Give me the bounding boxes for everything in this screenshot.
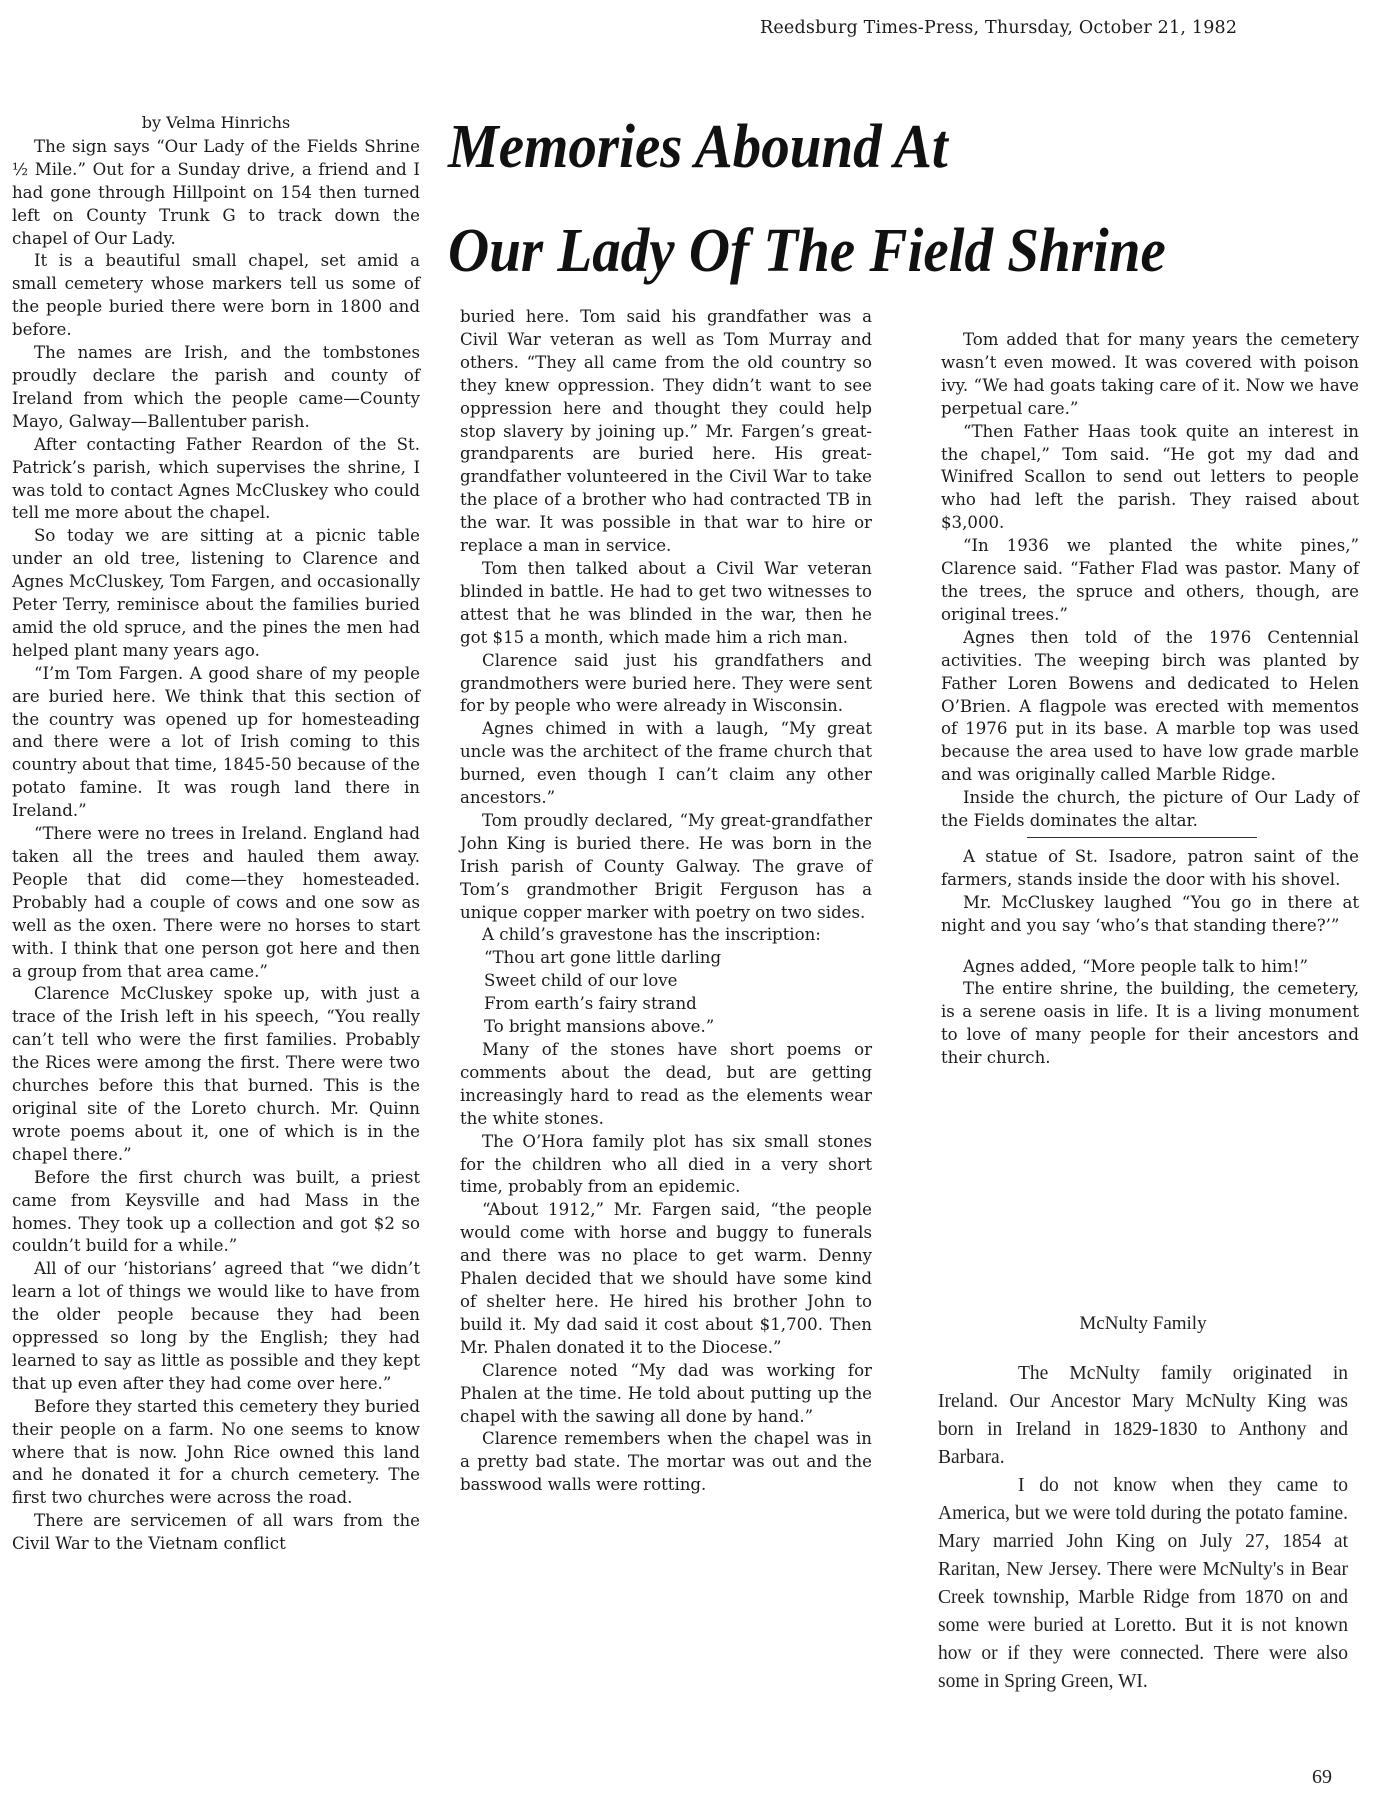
paragraph: “Then Father Haas took quite an interest in the chapel,” Tom said. “He got my dad and Winifred Scallon to send out letters to people who had left the parish. They raised about $3,000. — [941, 421, 1359, 533]
paragraph: Agnes then told of the 1976 Centennial activities. The weeping birch was planted by Father Loren Bowens and dedicated to Helen O’Brien. A flagpole was erected with mementos of 1976 put in its base. A marble top was used because the area used to have low grade marble and was originally called Marble Ridge. — [941, 627, 1359, 785]
paragraph: “In 1936 we planted the white pines,” Clarence said. “Father Flad was pastor. Many of the trees, the spruce and others, though, are original trees.” — [941, 536, 1359, 624]
paragraph: The McNulty family originated in Ireland. Our Ancestor Mary McNulty King was born in Ireland in 1829-1830 to Anthony and Barbara. — [938, 1363, 1348, 1468]
paragraph: Tom then talked about a Civil War veteran blinded in battle. He had to get two witnesses to attest that he was blinded in the war, then he got $15 a month, which made him a rich man. — [460, 558, 872, 647]
gravestone-poem — [460, 947, 872, 1039]
section-title: McNulty Family — [1079, 1313, 1207, 1334]
paragraph: I do not know when they came to America, but we were told during the potato famine. Mary married John King on July 27, 1854 at Raritan, New Jersey. There were McNulty's in Bear Creek township, Marble Ridge from 1870 on and some were buried at Loretto. But it is not known how or if they were connected. There were also some in Spring Green, WI. — [938, 1475, 1348, 1692]
paragraph: Clarence noted “My dad was working for Phalen at the time. He told about putting up the chapel with the sawing all done by hand.” — [460, 1360, 872, 1426]
paragraph: Before they started this cemetery they buried their people on a farm. No one seems to know where that is now. John Rice owned this land and he donated it for a church cemetery. The first two churches were across the road. — [12, 1396, 420, 1508]
paragraph-continued: buried here. Tom said his grandfather was a Civil War veteran as well as Tom Murray and others. “They all came from the old country so they knew oppression. They didn’t want to see oppression here and thought they could help stop slavery by joining up.” Mr. Fargen’s great-grandparents are buried here. His great-grandfather volunteered in the Civil War to take the place of a brother who had contracted TB in the war. It was possible in that war to hire or replace a man in service. — [460, 307, 872, 556]
paragraph: “I’m Tom Fargen. A good share of my people are buried here. We think that this section of the country was opened up for homesteading and there were a lot of Irish coming to this country about that time, 1845-50 because of the potato famine. It was rough land there in Ireland.” — [12, 663, 420, 821]
paragraph: Tom added that for many years the cemetery wasn’t even mowed. It was covered with poison ivy. “We had goats taking care of it. Now we have perpetual care.” — [941, 330, 1359, 418]
paragraph: Before the first church was built, a priest came from Keysville and had Mass in the homes. They took up a collection and got $2 so couldn’t build for a while.” — [12, 1167, 420, 1256]
paragraph: Inside the church, the picture of Our Lady of the Fields dominates the altar. — [941, 788, 1359, 831]
paragraph: The entire shrine, the building, the cemetery, is a serene oasis in life. It is a living monument to love of many people for their ancestors and their church. — [941, 979, 1359, 1068]
article-column-1 — [12, 112, 420, 1556]
paragraph: A child’s gravestone has the inscription: — [482, 925, 821, 945]
paragraph: Tom proudly declared, “My great-grandfather John King is buried there. He was born in the Irish parish of County Galway. The grave of Tom’s grandmother Brigit Ferguson has a unique copper marker with poetry on two sides. — [460, 810, 872, 922]
paragraph: Clarence McCluskey spoke up, with just a trace of the Irish left in his speech, “You really can’t tell who were the first families. Probably the Rices were among the first. There were two churches before this that burned. This is the original site of the Loreto church. Mr. Quinn wrote poems about it, one of which is in the chapel there.” — [12, 984, 420, 1164]
poem-line: To bright mansions above.” — [484, 1017, 715, 1037]
paragraph: There are servicemen of all wars from the Civil War to the Vietnam conflict — [12, 1511, 420, 1554]
page-number: 69 — [1312, 1766, 1332, 1788]
paragraph: Agnes added, “More people talk to him!” — [963, 956, 1308, 976]
paragraph: A statue of St. Isadore, patron saint of the farmers, stands inside the door with his shovel. — [941, 846, 1359, 889]
paragraph: Mr. McCluskey laughed “You go in there at night and you say ‘who’s that standing there?’” — [941, 892, 1359, 935]
paragraph: All of our ‘historians’ agreed that “we didn’t learn a lot of things we would like to have from the older people because they had been oppressed so long by the English; they had learned to say as little as possible and they kept that up even after they had come over here.” — [12, 1259, 420, 1393]
article-column-3 — [941, 329, 1359, 1070]
paragraph: “About 1912,” Mr. Fargen said, “the people would come with horse and buggy to funerals and there was no place to get warm. Denny Phalen decided that we should have some kind of shelter here. He hired his brother John to build it. My dad said it cost about $1,700. Then Mr. Phalen donated it to the Diocese.” — [460, 1200, 872, 1357]
article-headline — [448, 110, 1388, 288]
paragraph: It is a beautiful small chapel, set amid a small cemetery whose markers tell us some of the people buried there were born in 1800 and before. — [12, 251, 420, 340]
paragraph: “There were no trees in Ireland. England had taken all the trees and hauled them away. People that did come—they homesteaded. Probably had a couple of cows and one sow as well as the oxen. There were no horses to start with. I think that one person got here and then a group from that area came.” — [12, 824, 420, 981]
paragraph: The O’Hora family plot has six small stones for the children who all died in a very short time, probably from an epidemic. — [460, 1131, 872, 1197]
poem-line: “Thou art gone little darling — [484, 948, 722, 968]
headline-line-1: Memories Abound At — [448, 113, 948, 181]
spacer — [941, 938, 1359, 956]
paragraph: Clarence said just his grandfathers and grandmothers were buried here. They were sent for by people who were already in Wisconsin. — [460, 650, 872, 716]
poem-line: Sweet child of our love — [484, 971, 678, 991]
paragraph: So today we are sitting at a picnic table under an old tree, listening to Clarence and Agnes McCluskey, Tom Fargen, and occasionally Peter Terry, reminisce about the families buried amid the old spruce, and the pines the men had helped plant many years ago. — [12, 526, 420, 660]
paragraph: The sign says “Our Lady of the Fields Shrine ½ Mile.” Out for a Sunday drive, a friend and I had gone through Hillpoint on 154 then turned left on County Trunk G to track down the chapel of Our Lady. — [12, 136, 420, 248]
paragraph: Many of the stones have short poems or comments about the dead, but are getting increasingly hard to read as the elements wear the white stones. — [460, 1040, 872, 1128]
poem-line: From earth’s fairy strand — [484, 994, 697, 1014]
section-divider — [1027, 837, 1257, 838]
newspaper-masthead: Reedsburg Times-Press, Thursday, October 21, 1982 — [760, 18, 1238, 38]
headline-line-2: Our Lady Of The Field Shrine — [448, 217, 1166, 285]
paragraph: Clarence remembers when the chapel was in a pretty bad state. The mortar was out and the basswood walls were rotting. — [460, 1429, 872, 1495]
paragraph: Agnes chimed in with a laugh, “My great uncle was the architect of the frame church that burned, even though I can’t claim any other ancestors.” — [460, 719, 872, 808]
mcnulty-family-section — [938, 1310, 1348, 1696]
article-column-2 — [460, 306, 872, 1497]
paragraph: The names are Irish, and the tombstones proudly declare the parish and county of Ireland from which the people came—County Mayo, Galway—Ballentuber parish. — [12, 343, 420, 431]
byline: by Velma Hinrichs — [141, 113, 291, 132]
paragraph: After contacting Father Reardon of the St. Patrick’s parish, which supervises the shrine, I was told to contact Agnes McCluskey who could tell me more about the chapel. — [12, 434, 420, 523]
